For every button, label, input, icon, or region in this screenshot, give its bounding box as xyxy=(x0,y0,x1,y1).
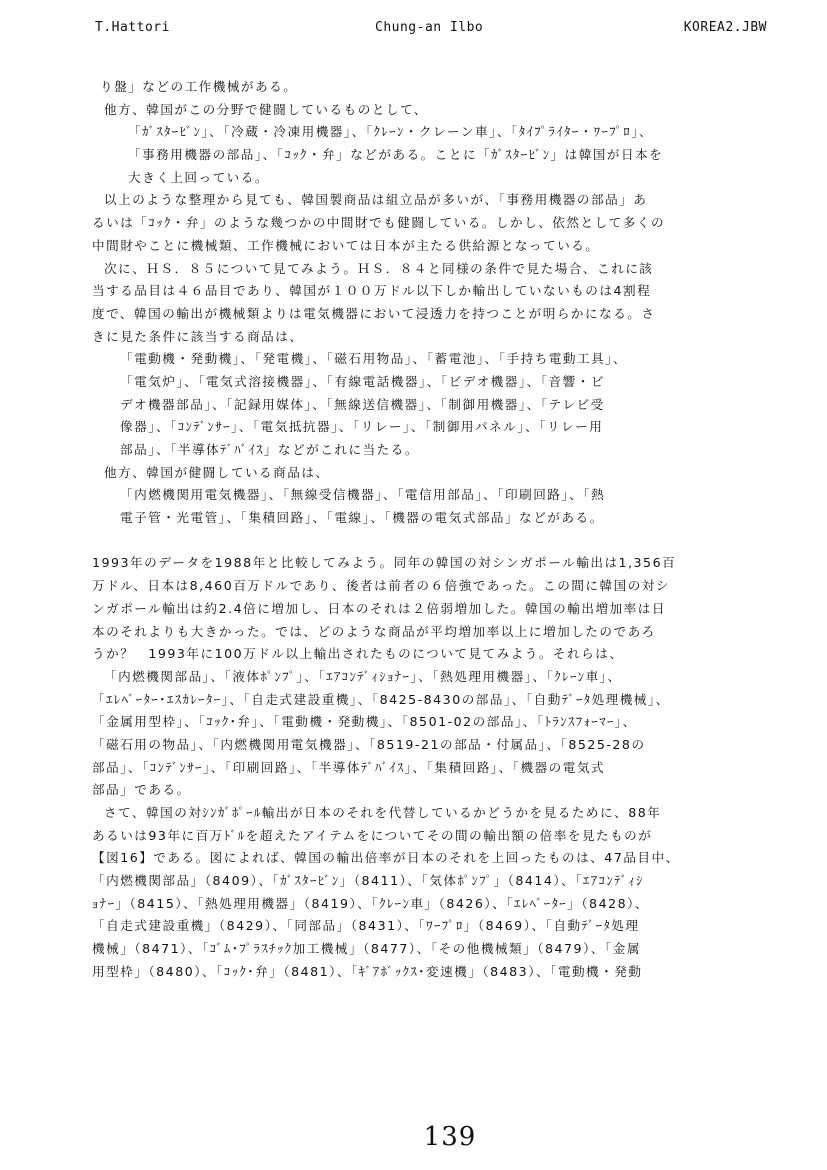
text-line: ｮﾅｰ」（8415）、「熱処理用機器」（8419）、「ｸﾚｰﾝ車」（8426）、「ｴﾚﾍﾞｰﾀｰ」（8428）、 xyxy=(92,895,649,911)
text-line: 「電気炉」、「電気式溶接機器」、「有線電話機器」、「ビデオ機器」、「音響・ビ xyxy=(120,373,605,389)
text-line: 電子管・光電管」、「集積回路」、「電線」、「機器の電気式部品」などがある。 xyxy=(120,510,604,526)
text-line: 「内燃機関用電気機器」、「無線受信機器」、「電信用部品」、「印刷回路」、「熱 xyxy=(120,487,606,503)
text-line: 「内燃機関部品」（8409）、「ｶﾞｽﾀｰﾋﾞﾝ」（8411）、「気体ﾎﾟﾝﾌﾟ」（8414）、「ｴｱｺﾝﾃﾞｨｼ xyxy=(92,873,644,889)
text-line: 本のそれよりも大きかった。では、どのような商品が平均増加率以上に増加したのであろ xyxy=(92,623,656,639)
text-line: 「内燃機関部品」、「液体ﾎﾟﾝﾌﾟ」、「ｴｱｺﾝﾃﾞｨｼｮﾅｰ」、「熱処理用機器」、「ｸﾚｰﾝ車」、 xyxy=(104,668,622,684)
text-line: り盤」などの工作機械がある。 xyxy=(100,79,298,94)
text-line: 像器」、「ｺﾝﾃﾞﾝｻｰ」、「電気抵抗器」、「リレー」、「制御用パネル」、「リレー用 xyxy=(120,419,604,435)
text-line: 万ドル、日本は8,460百万ドルであり、後者は前者の６倍強であった。この間に韓国の対シ xyxy=(92,578,670,594)
page-number: 139 xyxy=(423,1122,477,1152)
text-line: 大きく上回っている。 xyxy=(128,169,269,185)
text-line: デオ機器部品」、「記録用媒体」、「無線送信機器」、「制御用機器」、「テレビ受 xyxy=(120,396,605,412)
text-line: 部品」、「半導体ﾃﾞﾊﾞｲｽ」などがこれに当たる。 xyxy=(120,442,419,457)
text-line: 1993年のデータを1988年と比較してみよう。同年の韓国の対シンガポール輸出は1,356百 xyxy=(92,555,677,571)
text-line: 用型枠」（8480）、「ｺｯｸ･弁」（8481）、「ｷﾞｱﾎﾞｯｸｽ･変速機」（8483）、「電動機・発動 xyxy=(92,963,643,979)
text-line: 他方、韓国がこの分野で健闘しているものとして、 xyxy=(104,101,428,117)
text-line: 他方、韓国が健闘している商品は、 xyxy=(104,464,330,480)
text-line: 部品」である。 xyxy=(92,782,191,798)
text-line: 部品」、「ｺﾝﾃﾞﾝｻｰ」、「印刷回路」、「半導体ﾃﾞﾊﾞｲｽ」、「集積回路」、「機器の電気式 xyxy=(92,759,606,775)
header-author: T.Hattori xyxy=(95,20,170,35)
header-file: KOREA2.JBW xyxy=(683,20,767,35)
text-line: 「ｶﾞｽﾀｰﾋﾞﾝ」、「冷蔵・冷凍用機器」、「ｸﾚｰﾝ・クレーン車」、「ﾀｲﾌﾟﾗｲﾀｰ・ﾜｰﾌﾟﾛ」、 xyxy=(128,124,654,140)
text-line: うか？ 1993年に100万ドル以上輸出されたものについて見てみよう。それらは、 xyxy=(92,646,624,662)
text-line: 中間財やことに機械類、工作機械においては日本が主たる供給源となっている。 xyxy=(92,237,600,253)
text-line: るいは「ｺｯｸ・弁」のような幾つかの中間財でも健闘している。しかし、依然として多くの xyxy=(92,215,666,231)
header-source: Chung-an Ilbo xyxy=(375,20,484,35)
text-line: 「ｴﾚﾍﾞｰﾀｰ･ｴｽｶﾚｰﾀｰ」、「自走式建設重機」、「8425-8430の部品」、「自動ﾃﾞｰﾀ処理機械」、 xyxy=(92,691,670,707)
body-text xyxy=(92,76,782,984)
text-line: 「電動機・発動機」、「発電機」、「磁石用物品」、「蓄電池」、「手持ち電動工具」、 xyxy=(120,351,628,367)
text-line: 「金属用型枠」、「ｺｯｸ･弁」、「電動機・発動機」、「8501-02の部品」、「ﾄﾗﾝｽﾌｫｰﾏｰ」、 xyxy=(92,714,637,730)
text-line: 「磁石用の物品」、「内燃機関用電気機器」、「8519-21の部品・付属品」、「8525-28の xyxy=(92,736,646,752)
text-line: きに見た条件に該当する商品は、 xyxy=(92,328,304,344)
text-line: 機械」（8471）、「ｺﾞﾑ･ﾌﾟﾗｽﾁｯｸ加工機械」（8477）、「その他機械類」（8479）、「金属 xyxy=(92,941,641,957)
text-line: 「自走式建設重機」（8429）、「同部品」（8431）、「ﾜｰﾌﾟﾛ」（8469）、「自動ﾃﾞｰﾀ処理 xyxy=(92,918,640,934)
text-line: あるいは93年に百万ﾄﾞﾙを超えたアイテムをについてその間の輸出額の倍率を見たものが xyxy=(92,827,653,843)
text-line: 度で、韓国の輸出が機械類よりは電気機器において浸透力を持つことが明らかになる。さ xyxy=(92,305,656,321)
text-line: 「事務用機器の部品」、「ｺｯｸ・弁」などがある。ことに「ｶﾞｽﾀｰﾋﾞﾝ」は韓国が日本を xyxy=(128,147,664,163)
paragraph-gap xyxy=(92,530,782,553)
text-line: 以上のような整理から見ても、韓国製商品は組立品が多いが、「事務用機器の部品」あ xyxy=(104,192,648,208)
text-line: ンガポール輸出は約2.4倍に増加し、日本のそれは２倍弱増加した。韓国の輸出増加率は日 xyxy=(92,600,666,616)
text-line: 当する品目は４６品目であり、韓国が１００万ドル以下しか輸出していないものは4割程 xyxy=(92,283,652,299)
text-line: 次に、ＨＳ．８５について見てみよう。ＨＳ．８４と同様の条件で見た場合、これに該 xyxy=(104,260,654,276)
text-line: 【図16】である。図によれば、韓国の輸出倍率が日本のそれを上回ったものは、47品目中、 xyxy=(92,850,680,866)
page-header xyxy=(95,20,767,40)
text-line: さて、韓国の対ｼﾝｶﾞﾎﾟｰﾙ輸出が日本のそれを代替しているかどうかを見るために、88年 xyxy=(104,805,662,820)
